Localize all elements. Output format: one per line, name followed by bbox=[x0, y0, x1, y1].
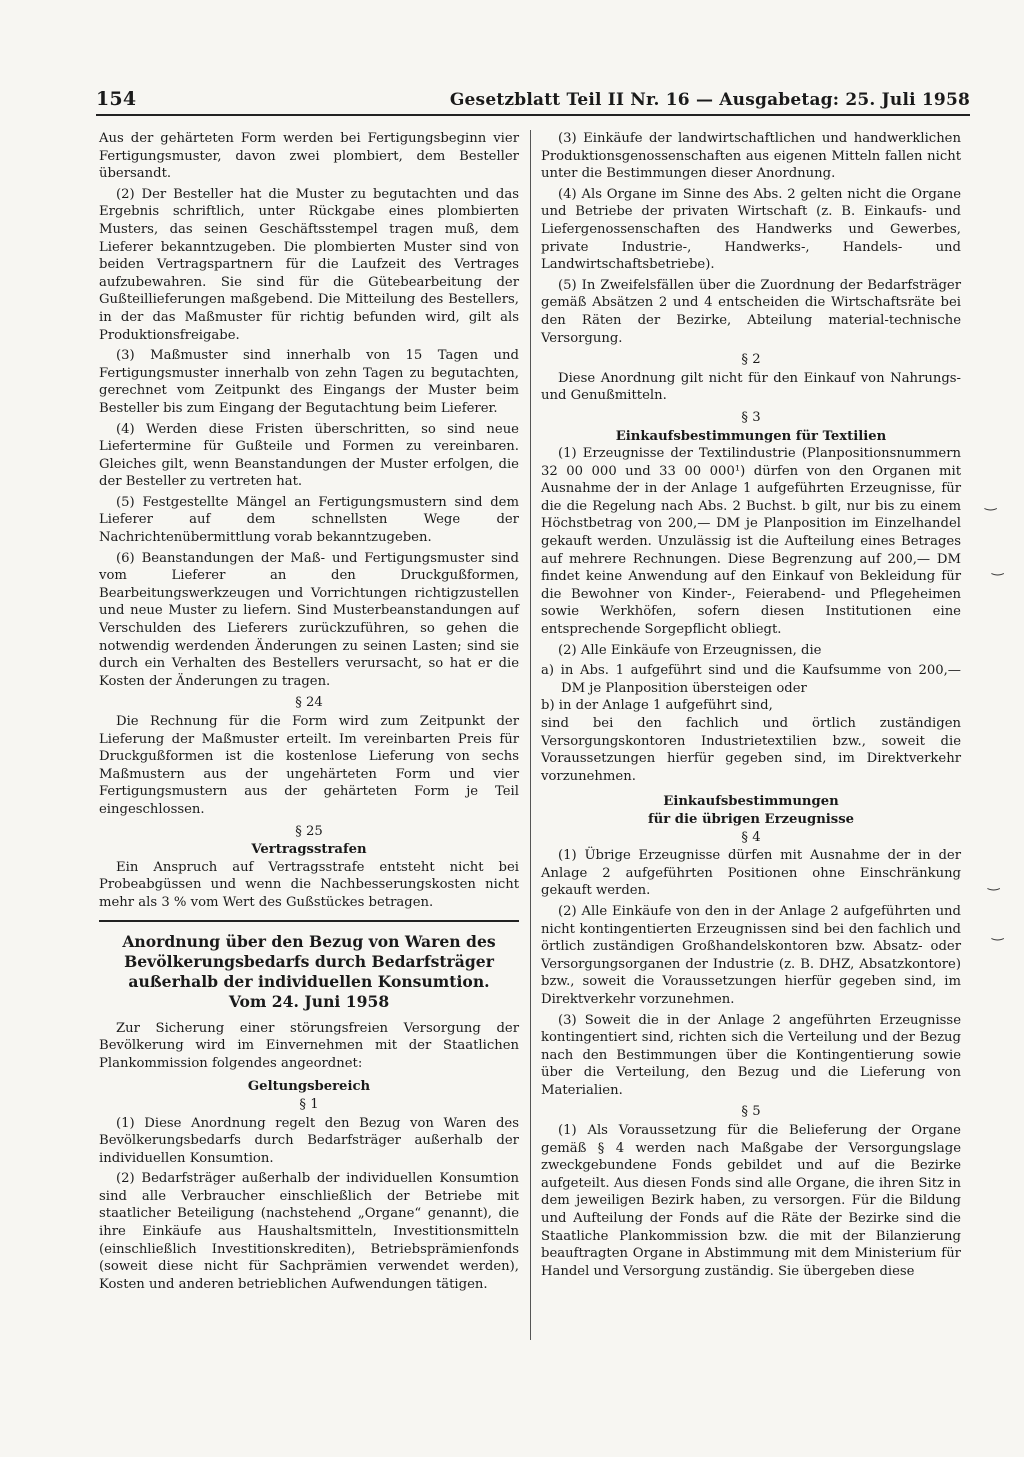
paragraph: (1) Erzeugnisse der Textilindustrie (Planpositionsnummern 32 00 000 und 33 00 000¹) dürfen von den Organen mit Ausnahme der in der Anlage 1 aufgeführten Erzeugnisse, für die die Regelung nach Abs. 2 Buchst. b gilt, nur bis zu einem Höchstbetrag von 200,— DM je Planposition im Einzelhandel gekauft werden. Unzulässig ist die Aufteilung eines Betrages auf mehrere Rechnungen. Diese Begrenzung auf 200,— DM findet keine Anwendung auf den Einkauf von Bekleidung für die Bewohner von Kinder-, Feierabend- und Pflegeheimen sowie Werkhöfen, sofern diesen Institutionen eine entsprechende Sorgepflicht obliegt. bbox=[541, 446, 961, 638]
header-title: Gesetzblatt Teil II Nr. 16 — Ausgabetag: 25. Juli 1958 bbox=[449, 90, 970, 110]
paragraph: sind bei den fachlich und örtlich zuständigen Versorgungskontoren Industrietextilien bzw., soweit die Voraussetzungen hierfür gegeben sind, im Direktverkehr vorzunehmen. bbox=[541, 716, 961, 784]
margin-mark-icon: ‿ bbox=[992, 560, 1004, 576]
paragraph: Zur Sicherung einer störungsfreien Versorgung der Bevölkerung wird im Einvernehmen mit der Staatlichen Plankommission folgendes angeordnet: bbox=[99, 1020, 519, 1071]
section-heading: Einkaufsbestimmungen für Textilien bbox=[615, 428, 887, 444]
page-header bbox=[96, 88, 970, 110]
paragraph: (1) Als Voraussetzung für die Belieferung der Organe gemäß § 4 werden nach Maßgabe der Versorgungslage zweckgebundene Fonds gebildet und auf die Bezirke aufgeteilt. Aus diesen Fonds sind alle Organe, die ihren Sitz in dem jeweiligen Bezirk haben, zu versorgen. Für die Bildung und Aufteilung der Fonds auf die Räte der Bezirke sind die Staatliche Plankommission bzw. die mit der Bilanzierung beauftragten Organe in Abstimmung mit dem Ministerium für Handel und Versorgung zuständig. Sie übergeben diese bbox=[541, 1123, 961, 1279]
section-number: § 4 bbox=[741, 829, 761, 845]
paragraph: Diese Anordnung gilt nicht für den Einkauf von Nahrungs- und Genußmitteln. bbox=[541, 370, 961, 404]
paragraph: (2) Alle Einkäufe von den in der Anlage 2 aufgeführten und nicht kontingentierten Erzeugnissen sind bei den fachlich und örtlich zuständigen Großhandelskontoren bzw. Absatz- oder Versorgungsorganen der Industrie (z. B. DHZ, Absatzkontore) bzw., soweit die Voraussetzungen hierfür gegeben sind, im Direktverkehr vorzunehmen. bbox=[541, 903, 961, 1007]
paragraph: (5) Festgestellte Mängel an Fertigungsmustern sind dem Lieferer auf dem schnellsten Wege der Nachrichtenübermittlung vorab bekanntzugeben. bbox=[99, 494, 519, 546]
paragraph: (3) Maßmuster sind innerhalb von 15 Tagen und Fertigungsmuster innerhalb von zehn Tagen zu begutachten, gerechnet vom Zeitpunkt des Eingangs der Muster beim Besteller bis zum Eingang der Begutachtung beim Lieferer. bbox=[99, 348, 519, 416]
paragraph: (4) Werden diese Fristen überschritten, so sind neue Liefertermine für Gußteile und Formen zu vereinbaren. Gleiches gilt, wenn Beanstandungen der Muster erfolgen, die der Besteller zu vertreten hat. bbox=[99, 421, 519, 490]
left-column bbox=[99, 130, 519, 1296]
list-item: b) in der Anlage 1 aufgeführt sind, bbox=[541, 698, 773, 714]
paragraph: (3) Soweit die in der Anlage 2 angeführten Erzeugnisse kontingentiert sind, richten sich die Verteilung und der Bezug nach den Bestimmungen über die Kontingentierung sowie über die Verteilung, den Bezug und die Lieferung von Materialien. bbox=[541, 1012, 961, 1098]
paragraph: Die Rechnung für die Form wird zum Zeitpunkt der Lieferung der Maßmuster erteilt. Im vereinbarten Preis für Druckgußformen ist die kostenlose Lieferung von sechs Maßmustern aus der ungehärteten Form und vier Fertigungsmustern aus der gehärteten Form je Teil eingeschlossen. bbox=[99, 714, 519, 817]
paragraph: Aus der gehärteten Form werden bei Fertigungsbeginn vier Fertigungsmuster, davon zwei plombiert, dem Besteller übersandt. bbox=[99, 131, 519, 182]
section-heading: Vertragsstrafen bbox=[251, 842, 367, 858]
divider bbox=[99, 920, 519, 922]
document-date: Vom 24. Juni 1958 bbox=[228, 991, 390, 1011]
section-number: § 1 bbox=[299, 1096, 319, 1112]
section-number: § 5 bbox=[741, 1104, 761, 1120]
column-separator bbox=[530, 130, 531, 1340]
paragraph: (4) Als Organe im Sinne des Abs. 2 gelten nicht die Organe und Betriebe der privaten Wirtschaft (z. B. Einkaufs- und Liefergenossenschaften des Handwerks und Gewerbes, private Industrie-, Handwerks-, Handels- und Landwirtschaftsbetriebe). bbox=[541, 186, 961, 273]
section-number: § 3 bbox=[741, 409, 761, 425]
section-number: § 25 bbox=[295, 823, 323, 839]
section-number: § 2 bbox=[741, 352, 761, 368]
paragraph: (2) Alle Einkäufe von Erzeugnissen, die bbox=[558, 642, 822, 658]
section-heading: Einkaufsbestimmungen bbox=[663, 794, 839, 810]
page-number: 154 bbox=[96, 88, 137, 110]
margin-mark-icon: ‿ bbox=[988, 875, 1000, 891]
margin-mark-icon: ‿ bbox=[992, 925, 1004, 941]
section-heading: für die übrigen Erzeugnisse bbox=[647, 811, 855, 827]
paragraph: (6) Beanstandungen der Maß- und Fertigungsmuster sind vom Lieferer an den Druckgußformen, Bearbeitungswerkzeugen und Vorrichtungen richtigzustellen und neue Muster zu liefern. Sind Musterbeanstandungen auf Verschulden des Lieferers zurückzuführen, so gehen die notwendig werdenden Änderungen zu seinen Lasten; sind sie durch ein Verhalten des Bestellers verursacht, so hat er die Kosten der Änderungen zu tragen. bbox=[99, 550, 519, 689]
section-number: § 24 bbox=[295, 695, 323, 711]
section-heading: Geltungsbereich bbox=[247, 1079, 371, 1095]
paragraph: (2) Bedarfsträger außerhalb der individuellen Konsumtion sind alle Verbraucher einschließlich der Betriebe mit staatlicher Beteiligung (nachstehend „Organe“ genannt), die ihre Einkäufe aus Haushaltsmitteln, Investitionsmitteln (einschließlich Investitionskrediten), Betriebsprämienfonds (soweit diese nicht für Sachprämien verwendet werden), Kosten und anderen betrieblichen Aufwendungen tätigen. bbox=[99, 1171, 519, 1292]
document-title: Anordnung über den Bezug von Waren des Bevölkerungsbedarfs durch Bedarfsträger außerhalb der individuellen Konsumtion. bbox=[122, 931, 496, 991]
paragraph: (5) In Zweifelsfällen über die Zuordnung der Bedarfsträger gemäß Absätzen 2 und 4 entscheiden die Wirtschaftsräte bei den Räten der Bezirke, Abteilung material-technische Versorgung. bbox=[541, 277, 961, 346]
paragraph: (1) Diese Anordnung regelt den Bezug von Waren des Bevölkerungsbedarfs durch Bedarfsträger außerhalb der individuellen Konsumtion. bbox=[99, 1115, 519, 1166]
item-list bbox=[541, 662, 961, 715]
list-item: a) in Abs. 1 aufgeführt sind und die Kaufsumme von 200,— DM je Planposition übersteigen oder bbox=[541, 663, 961, 696]
header-rule bbox=[96, 114, 970, 116]
margin-mark-icon: ‿ bbox=[985, 495, 997, 511]
paragraph: Ein Anspruch auf Vertragsstrafe entsteht nicht bei Probeabgüssen und wenn die Nachbesserungskosten nicht mehr als 3 % vom Wert des Gußstückes betragen. bbox=[99, 859, 519, 910]
paragraph: (3) Einkäufe der landwirtschaftlichen und handwerklichen Produktionsgenossenschaften aus eigenen Mitteln fallen nicht unter die Bestimmungen dieser Anordnung. bbox=[541, 131, 961, 182]
paragraph: (2) Der Besteller hat die Muster zu begutachten und das Ergebnis schriftlich, unter Rückgabe eines plombierten Musters, das seinen Geschäftsstempel tragen muß, dem Lieferer bekanntzugeben. Die plombierten Muster sind von beiden Vertragspartnern für die Laufzeit des Vertrages aufzubewahren. Sie sind für die Gütebearbeitung der Gußteillieferungen maßgebend. Die Mitteilung des Bestellers, in der das Maßmuster für richtig befunden wird, gilt als Produktionsfreigabe. bbox=[99, 186, 519, 343]
paragraph: (1) Übrige Erzeugnisse dürfen mit Ausnahme der in der Anlage 2 aufgeführten Positionen ohne Einschränkung gekauft werden. bbox=[541, 848, 961, 899]
right-column bbox=[541, 130, 961, 1283]
